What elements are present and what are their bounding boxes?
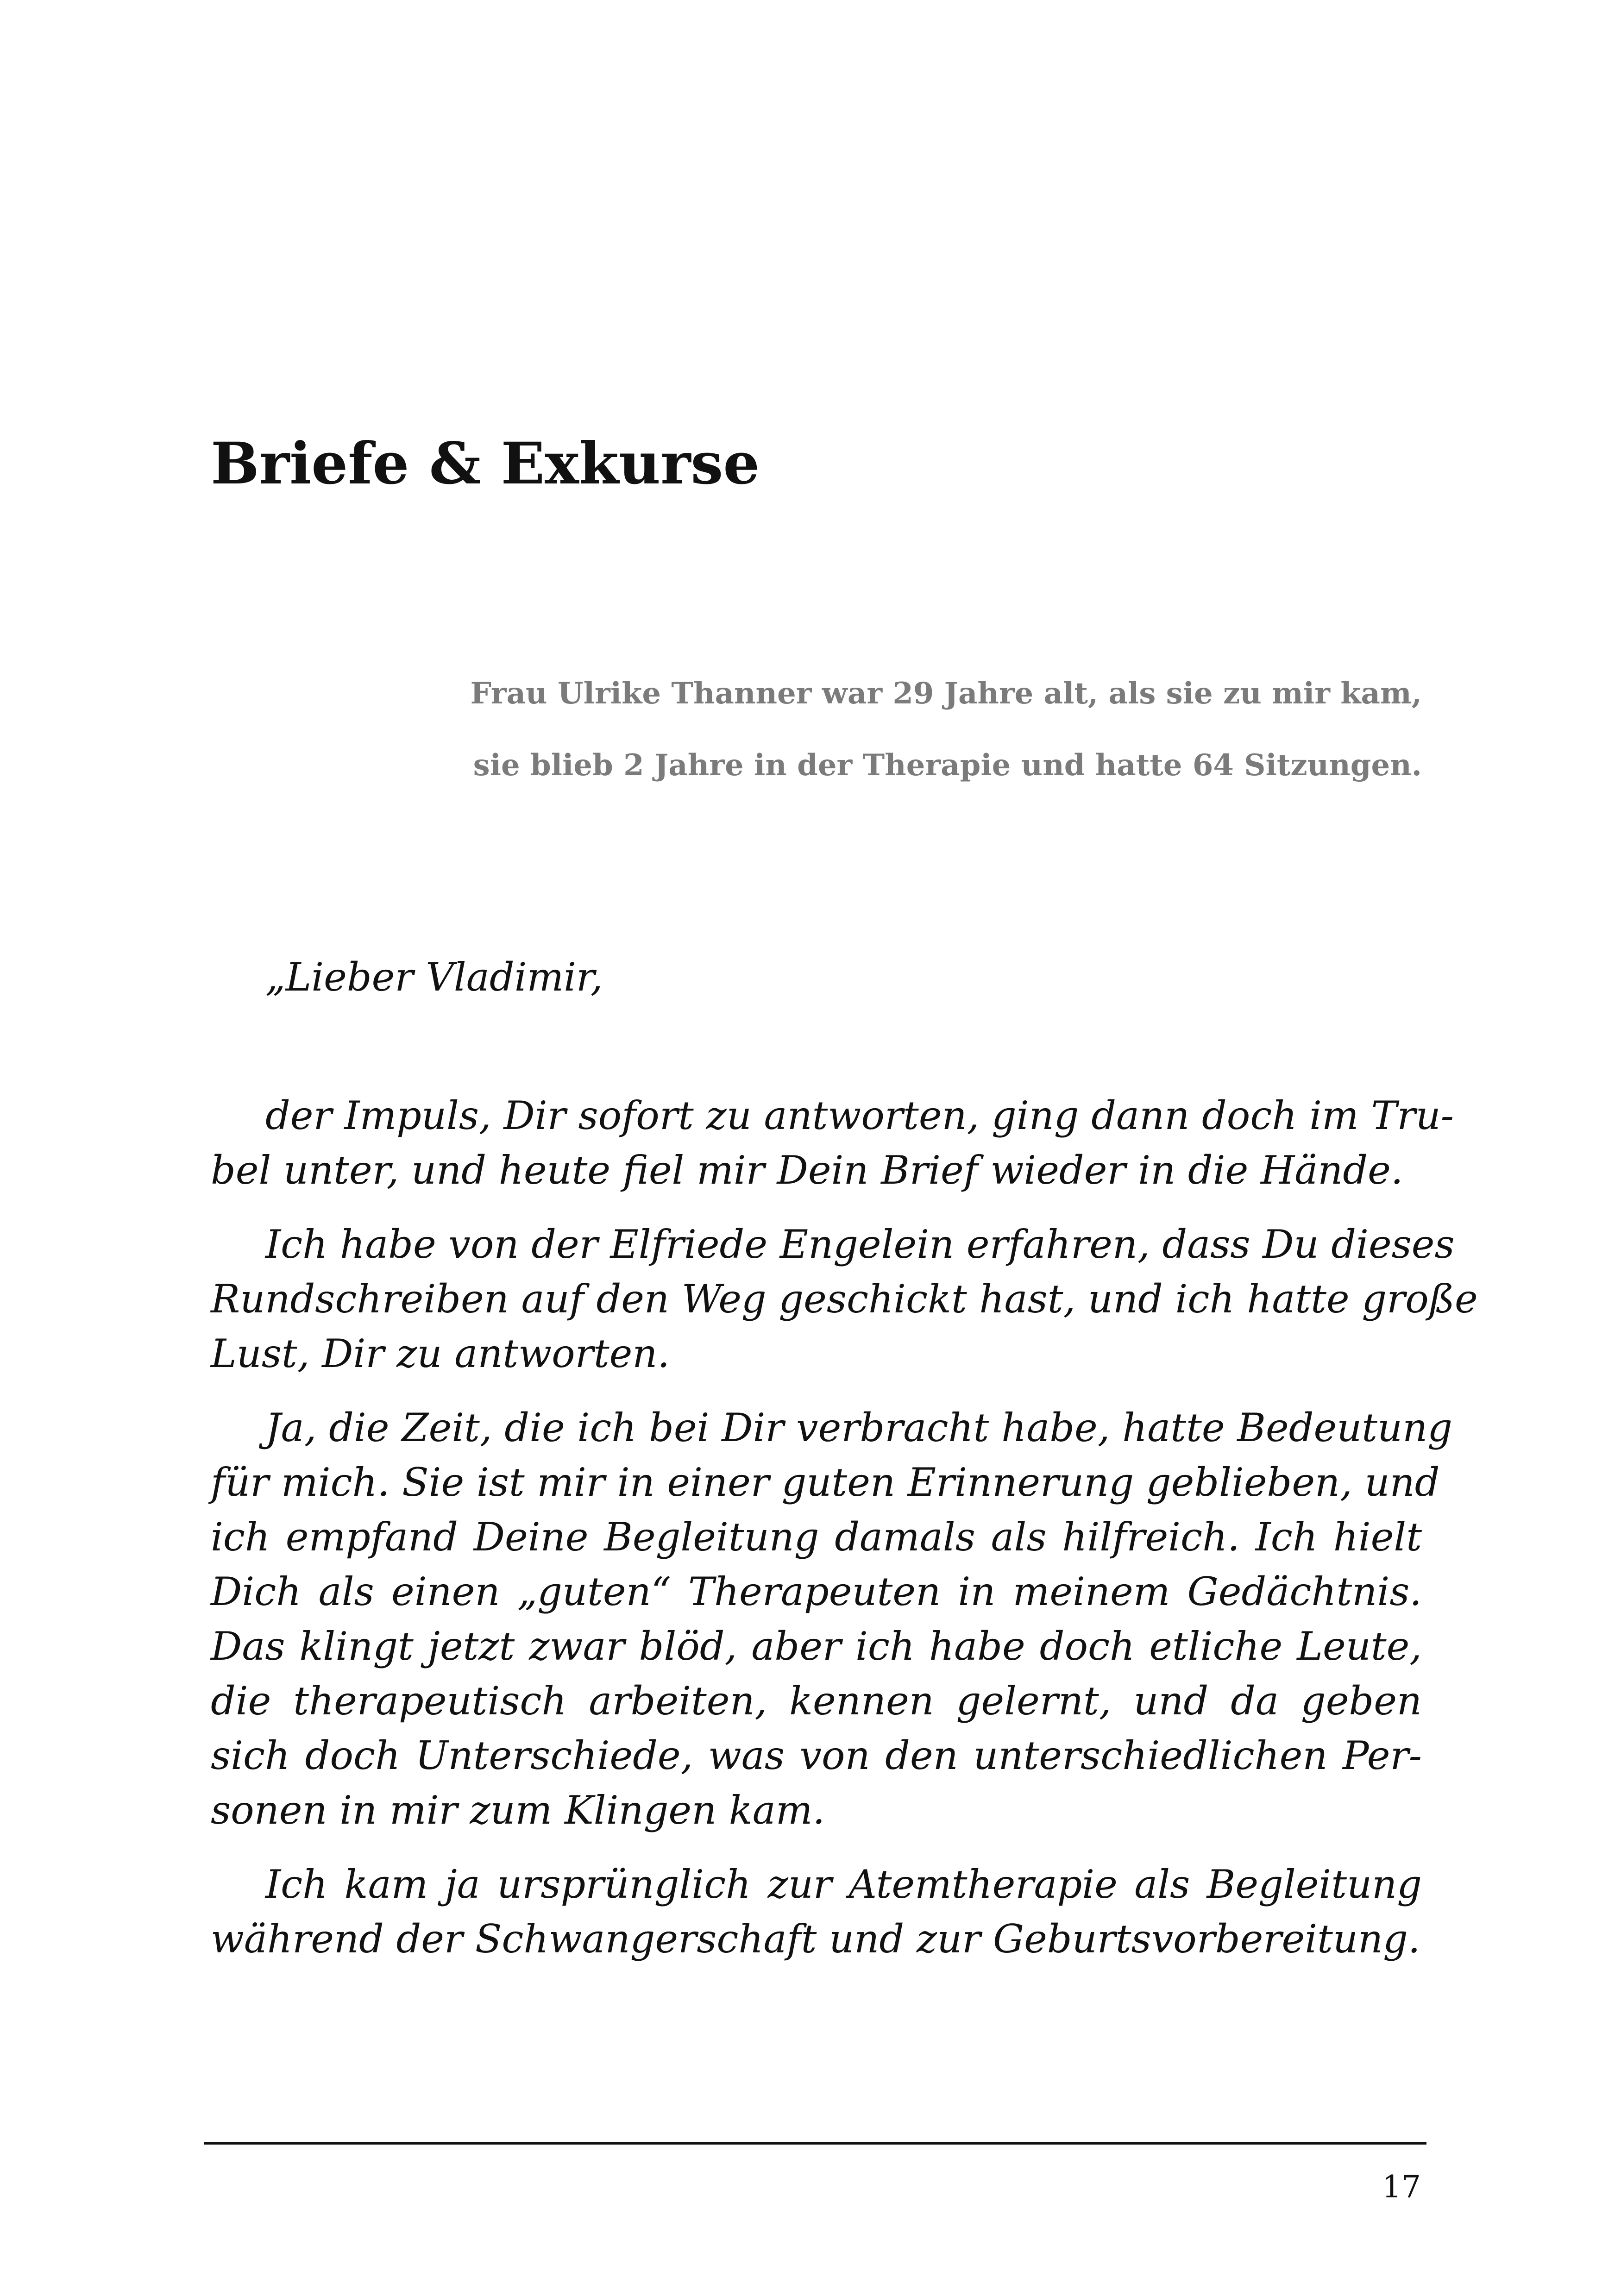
intro-line: Frau Ulrike Thanner war 29 Jahre alt, als sie zu mir kam, [470, 676, 1422, 711]
text-line: Lust, Dir zu antworten. [211, 1331, 670, 1376]
text-line: bel unter, und heute fiel mir Dein Brief wieder in die Hände. [211, 1148, 1403, 1193]
letter-paragraph [211, 1088, 1454, 1198]
text-line: Das klingt jetzt zwar blöd, aber ich habe doch etliche Leute, [211, 1624, 1422, 1669]
text-line: für mich. Sie ist mir in einer guten Erinnerung geblieben, und [211, 1460, 1440, 1505]
text-line: die therapeutisch arbeiten, kennen gelernt, und da geben [211, 1678, 1422, 1724]
letter-paragraph [211, 1400, 1453, 1838]
letter-salutation: „Lieber Vladimir, [265, 954, 603, 1000]
intro-note [264, 658, 1422, 801]
text-line: Ich habe von der Elfriede Engelein erfahren, dass Du dieses [265, 1222, 1455, 1267]
letter-body [211, 1088, 1478, 1986]
text-line: sich doch Unterschiede, was von den unterschiedlichen Per- [211, 1733, 1422, 1778]
footer-rule [204, 2142, 1426, 2145]
chapter-heading: Briefe & Exkurse [211, 430, 760, 497]
text-line: der Impuls, Dir sofort zu antworten, ging dann doch im Tru- [265, 1093, 1454, 1138]
text-line: ich empfand Deine Begleitung damals als hilfreich. Ich hielt [211, 1514, 1422, 1560]
text-line: Rundschreiben auf den Weg geschickt hast, und ich hatte große [211, 1276, 1478, 1322]
letter-paragraph [211, 1857, 1422, 1966]
letter-paragraph [211, 1217, 1478, 1381]
text-line: Ich kam ja ursprünglich zur Atemtherapie als Begleitung [265, 1862, 1422, 1907]
intro-line: sie blieb 2 Jahre in der Therapie und hatte 64 Sitzungen. [473, 748, 1422, 783]
text-line: sonen in mir zum Klingen kam. [211, 1788, 825, 1833]
text-line: Ja, die Zeit, die ich bei Dir verbracht habe, hatte Bedeutung [265, 1405, 1453, 1450]
page-number: 17 [1382, 2169, 1421, 2205]
text-line: während der Schwangerschaft und zur Geburtsvorbereitung. [211, 1916, 1420, 1962]
text-line: Dich als einen „guten“ Therapeuten in meinem Gedächtnis. [211, 1569, 1422, 1614]
